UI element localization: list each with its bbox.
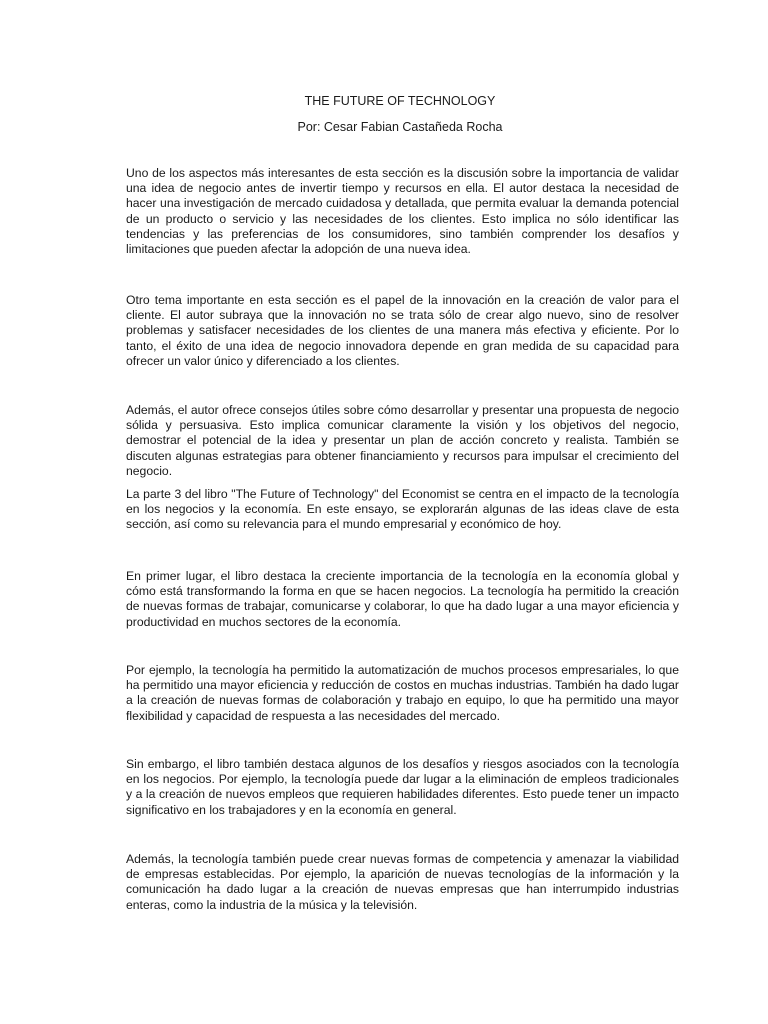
paragraph-2: Otro tema importante en esta sección es el papel de la innovación en la creación de valor para el cliente. El autor subraya que la innovación no se trata sólo de crear algo nuevo, sino de resolver problemas y satisfacer necesidades de los clientes de una manera más efectiva y eficiente. Por lo tanto, el éxito de una idea de negocio innovadora depende en gran medida de su capacidad para ofrecer un valor único y diferenciado a los clientes. bbox=[126, 293, 679, 368]
paragraph-3: Además, el autor ofrece consejos útiles sobre cómo desarrollar y presentar una propuesta de negocio sólida y persuasiva. Esto implica comunicar claramente la visión y los objetivos del negocio, demostrar el potencial de la idea y presentar un plan de acción concreto y realista. También se discuten algunas estrategias para obtener financiamiento y recursos para impulsar el crecimiento del negocio. bbox=[126, 403, 679, 478]
paragraph-7: Sin embargo, el libro también destaca algunos de los desafíos y riesgos asociados con la tecnología en los negocios. Por ejemplo, la tecnología puede dar lugar a la eliminación de empleos tradicionales y a la creación de nuevos empleos que requieren habilidades diferentes. Esto puede tener un impacto significativo en los trabajadores y en la economía en general. bbox=[126, 757, 679, 817]
paragraph-1: Uno de los aspectos más interesantes de esta sección es la discusión sobre la importancia de validar una idea de negocio antes de invertir tiempo y recursos en ella. El autor destaca la necesidad de hacer una investigación de mercado cuidadosa y detallada, que permita evaluar la demanda potencial de un producto o servicio y las necesidades de los clientes. Esto implica no sólo identificar las tendencias y las preferencias de los consumidores, sino también comprender los desafíos y limitaciones que pueden afectar la adopción de una nueva idea. bbox=[126, 166, 679, 257]
paragraph-8: Además, la tecnología también puede crear nuevas formas de competencia y amenazar la viabilidad de empresas establecidas. Por ejemplo, la aparición de nuevas tecnologías de la información y la comunicación ha dado lugar a la creación de nuevas empresas que han interrumpido industrias enteras, como la industria de la música y la televisión. bbox=[126, 852, 679, 912]
paragraph-6: Por ejemplo, la tecnología ha permitido la automatización de muchos procesos empresariales, lo que ha permitido una mayor eficiencia y reducción de costos en muchas industrias. También ha dado lugar a la creación de nuevas formas de colaboración y trabajo en equipo, lo que ha permitido una mayor flexibilidad y capacidad de respuesta a las necesidades del mercado. bbox=[126, 663, 679, 723]
document-title: THE FUTURE OF TECHNOLOGY bbox=[304, 94, 496, 108]
paragraph-4: La parte 3 del libro "The Future of Technology" del Economist se centra en el impacto de la tecnología en los negocios y la economía. En este ensayo, se explorarán algunas de las ideas clave de esta sección, así como su relevancia para el mundo empresarial y económico de hoy. bbox=[126, 487, 679, 532]
document-author: Por: Cesar Fabian Castañeda Rocha bbox=[297, 120, 503, 134]
paragraph-5: En primer lugar, el libro destaca la creciente importancia de la tecnología en la economía global y cómo está transformando la forma en que se hacen negocios. La tecnología ha permitido la creación de nuevas formas de trabajar, comunicarse y colaborar, lo que ha dado lugar a una mayor eficiencia y productividad en muchos sectores de la economía. bbox=[126, 569, 679, 629]
